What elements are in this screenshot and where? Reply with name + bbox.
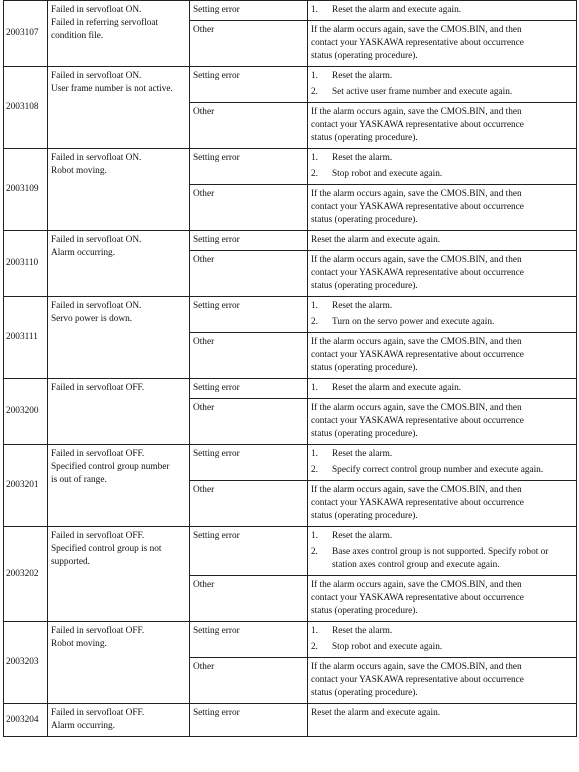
cause-cell: Setting error: [190, 231, 308, 251]
remedy-line: status (operating procedure).: [311, 429, 418, 439]
step-text: Specify correct control group number and execute again.: [332, 465, 544, 475]
table-row: [4, 67, 577, 103]
remedy-line: contact your YASKAWA representative about occurrence: [311, 675, 524, 685]
alarm-message: [48, 704, 190, 737]
alarm-code: 2003201: [4, 445, 48, 527]
remedy-step: [311, 70, 573, 83]
alarm-message-line: Failed in servofloat ON.: [51, 71, 142, 81]
alarm-message: [48, 1, 190, 67]
alarm-message-line: Robot moving.: [51, 639, 107, 649]
alarm-table: [3, 0, 577, 737]
remedy-line: If the alarm occurs again, save the CMOS.BIN, and then: [311, 107, 522, 117]
remedy-line: If the alarm occurs again, save the CMOS.BIN, and then: [311, 25, 522, 35]
remedy-step: [311, 641, 573, 654]
alarm-message-line: Robot moving.: [51, 166, 107, 176]
step-number: 2.: [311, 547, 318, 557]
remedy-line: status (operating procedure).: [311, 51, 418, 61]
remedy-cell: [308, 399, 577, 445]
remedy-line: status (operating procedure).: [311, 281, 418, 291]
step-number: 2.: [311, 465, 318, 475]
cause-cell: Other: [190, 21, 308, 67]
alarm-message: [48, 445, 190, 527]
cause-cell: Other: [190, 576, 308, 622]
step-number: 2.: [311, 87, 318, 97]
remedy-line: status (operating procedure).: [311, 511, 418, 521]
alarm-message: [48, 149, 190, 231]
alarm-message: [48, 622, 190, 704]
remedy-line: status (operating procedure).: [311, 215, 418, 225]
remedy-step: [311, 448, 573, 461]
cause-cell: Setting error: [190, 445, 308, 481]
step-text: Reset the alarm and execute again.: [332, 383, 462, 393]
alarm-code: 2003107: [4, 1, 48, 67]
step-number: 1.: [311, 301, 318, 311]
alarm-code: 2003203: [4, 622, 48, 704]
remedy-cell: [308, 21, 577, 67]
cause-cell: Setting error: [190, 67, 308, 103]
cause-cell: Setting error: [190, 622, 308, 658]
alarm-code: 2003111: [4, 297, 48, 379]
remedy-cell: [308, 297, 577, 333]
remedy-step: [311, 86, 573, 99]
step-text: Reset the alarm and execute again.: [332, 5, 462, 15]
remedy-line: contact your YASKAWA representative about occurrence: [311, 120, 524, 130]
alarm-message-line: Failed in referring servofloat: [51, 18, 159, 28]
remedy-line: If the alarm occurs again, save the CMOS.BIN, and then: [311, 189, 522, 199]
alarm-message: [48, 379, 190, 445]
alarm-message: [48, 527, 190, 622]
cause-cell: Setting error: [190, 1, 308, 21]
remedy-line: If the alarm occurs again, save the CMOS.BIN, and then: [311, 255, 522, 265]
alarm-code: 2003202: [4, 527, 48, 622]
remedy-step: [311, 464, 573, 477]
cause-cell: Other: [190, 185, 308, 231]
alarm-message-line: Alarm occurring.: [51, 721, 116, 731]
step-text: Reset the alarm.: [332, 301, 393, 311]
remedy-cell: [308, 149, 577, 185]
cause-cell: Other: [190, 251, 308, 297]
remedy-cell: [308, 704, 577, 737]
alarm-message-line: Failed in servofloat ON.: [51, 153, 142, 163]
alarm-message: [48, 297, 190, 379]
table-row: [4, 704, 577, 737]
alarm-message-line: Specified control group number: [51, 462, 170, 472]
table-row: [4, 445, 577, 481]
alarm-message-line: Failed in servofloat ON.: [51, 301, 142, 311]
table-row: [4, 622, 577, 658]
step-text: Stop robot and execute again.: [332, 642, 443, 652]
step-number: 2.: [311, 317, 318, 327]
remedy-line: status (operating procedure).: [311, 606, 418, 616]
alarm-code: 2003204: [4, 704, 48, 737]
remedy-step: [311, 168, 573, 181]
alarm-message-line: Failed in servofloat ON.: [51, 5, 142, 15]
remedy-step: [311, 625, 573, 638]
remedy-step: [311, 152, 573, 165]
remedy-step: [311, 546, 573, 572]
cause-cell: Setting error: [190, 527, 308, 576]
remedy-cell: [308, 481, 577, 527]
alarm-message-line: User frame number is not active.: [51, 84, 173, 94]
remedy-line: contact your YASKAWA representative about occurrence: [311, 350, 524, 360]
remedy-step: [311, 382, 573, 395]
step-number: 2.: [311, 642, 318, 652]
remedy-cell: [308, 103, 577, 149]
alarm-message-line: Failed in servofloat OFF.: [51, 626, 145, 636]
alarm-message-line: Failed in servofloat OFF.: [51, 708, 145, 718]
alarm-message-line: condition file.: [51, 31, 104, 41]
alarm-message-line: Failed in servofloat OFF.: [51, 449, 145, 459]
alarm-message-line: Servo power is down.: [51, 314, 133, 324]
remedy-cell: [308, 251, 577, 297]
table-row: [4, 297, 577, 333]
remedy-cell: [308, 379, 577, 399]
remedy-line: If the alarm occurs again, save the CMOS.BIN, and then: [311, 662, 522, 672]
table-row: [4, 1, 577, 21]
remedy-step: [311, 300, 573, 313]
step-number: 1.: [311, 5, 318, 15]
remedy-cell: [308, 67, 577, 103]
remedy-line: contact your YASKAWA representative about occurrence: [311, 268, 524, 278]
alarm-message-line: Failed in servofloat OFF.: [51, 383, 145, 393]
alarm-table-body: [4, 1, 577, 737]
remedy-cell: [308, 527, 577, 576]
step-number: 1.: [311, 153, 318, 163]
step-number: 1.: [311, 449, 318, 459]
cause-cell: Setting error: [190, 149, 308, 185]
table-row: [4, 231, 577, 251]
remedy-line: Reset the alarm and execute again.: [311, 708, 441, 718]
table-row: [4, 527, 577, 576]
step-text: Reset the alarm.: [332, 71, 393, 81]
alarm-code: 2003108: [4, 67, 48, 149]
cause-cell: Setting error: [190, 379, 308, 399]
alarm-message: [48, 67, 190, 149]
step-text: Reset the alarm.: [332, 449, 393, 459]
table-row: [4, 149, 577, 185]
step-text: Base axes control group is not supported. Specify robot or station axes control group and execute again.: [332, 547, 549, 570]
step-text: Reset the alarm.: [332, 626, 393, 636]
step-text: Reset the alarm.: [332, 531, 393, 541]
cause-cell: Other: [190, 103, 308, 149]
cause-cell: Other: [190, 333, 308, 379]
alarm-message: [48, 231, 190, 297]
remedy-line: contact your YASKAWA representative about occurrence: [311, 498, 524, 508]
remedy-line: contact your YASKAWA representative about occurrence: [311, 416, 524, 426]
remedy-line: Reset the alarm and execute again.: [311, 235, 441, 245]
remedy-line: status (operating procedure).: [311, 133, 418, 143]
remedy-line: status (operating procedure).: [311, 363, 418, 373]
alarm-message-line: Specified control group is not: [51, 544, 162, 554]
remedy-step: [311, 4, 573, 17]
step-number: 1.: [311, 626, 318, 636]
alarm-message-line: Failed in servofloat ON.: [51, 235, 142, 245]
remedy-line: contact your YASKAWA representative about occurrence: [311, 593, 524, 603]
alarm-code: 2003110: [4, 231, 48, 297]
step-text: Set active user frame number and execute again.: [332, 87, 513, 97]
remedy-cell: [308, 1, 577, 21]
alarm-code: 2003109: [4, 149, 48, 231]
remedy-line: If the alarm occurs again, save the CMOS.BIN, and then: [311, 337, 522, 347]
remedy-line: If the alarm occurs again, save the CMOS.BIN, and then: [311, 580, 522, 590]
remedy-line: status (operating procedure).: [311, 688, 418, 698]
remedy-line: If the alarm occurs again, save the CMOS.BIN, and then: [311, 403, 522, 413]
cause-cell: Setting error: [190, 704, 308, 737]
alarm-message-line: Alarm occurring.: [51, 248, 116, 258]
remedy-line: If the alarm occurs again, save the CMOS.BIN, and then: [311, 485, 522, 495]
step-number: 1.: [311, 71, 318, 81]
step-text: Stop robot and execute again.: [332, 169, 443, 179]
remedy-step: [311, 316, 573, 329]
step-text: Turn on the servo power and execute again.: [332, 317, 495, 327]
remedy-cell: [308, 576, 577, 622]
remedy-cell: [308, 445, 577, 481]
remedy-line: contact your YASKAWA representative about occurrence: [311, 38, 524, 48]
remedy-cell: [308, 231, 577, 251]
remedy-cell: [308, 185, 577, 231]
step-number: 1.: [311, 383, 318, 393]
cause-cell: Setting error: [190, 297, 308, 333]
step-text: Reset the alarm.: [332, 153, 393, 163]
cause-cell: Other: [190, 399, 308, 445]
cause-cell: Other: [190, 658, 308, 704]
alarm-message-line: is out of range.: [51, 475, 107, 485]
remedy-cell: [308, 333, 577, 379]
alarm-code: 2003200: [4, 379, 48, 445]
alarm-message-line: supported.: [51, 557, 90, 567]
remedy-cell: [308, 658, 577, 704]
alarm-message-line: Failed in servofloat OFF.: [51, 531, 145, 541]
remedy-cell: [308, 622, 577, 658]
remedy-line: contact your YASKAWA representative about occurrence: [311, 202, 524, 212]
table-row: [4, 379, 577, 399]
step-number: 1.: [311, 531, 318, 541]
cause-cell: Other: [190, 481, 308, 527]
remedy-step: [311, 530, 573, 543]
step-number: 2.: [311, 169, 318, 179]
